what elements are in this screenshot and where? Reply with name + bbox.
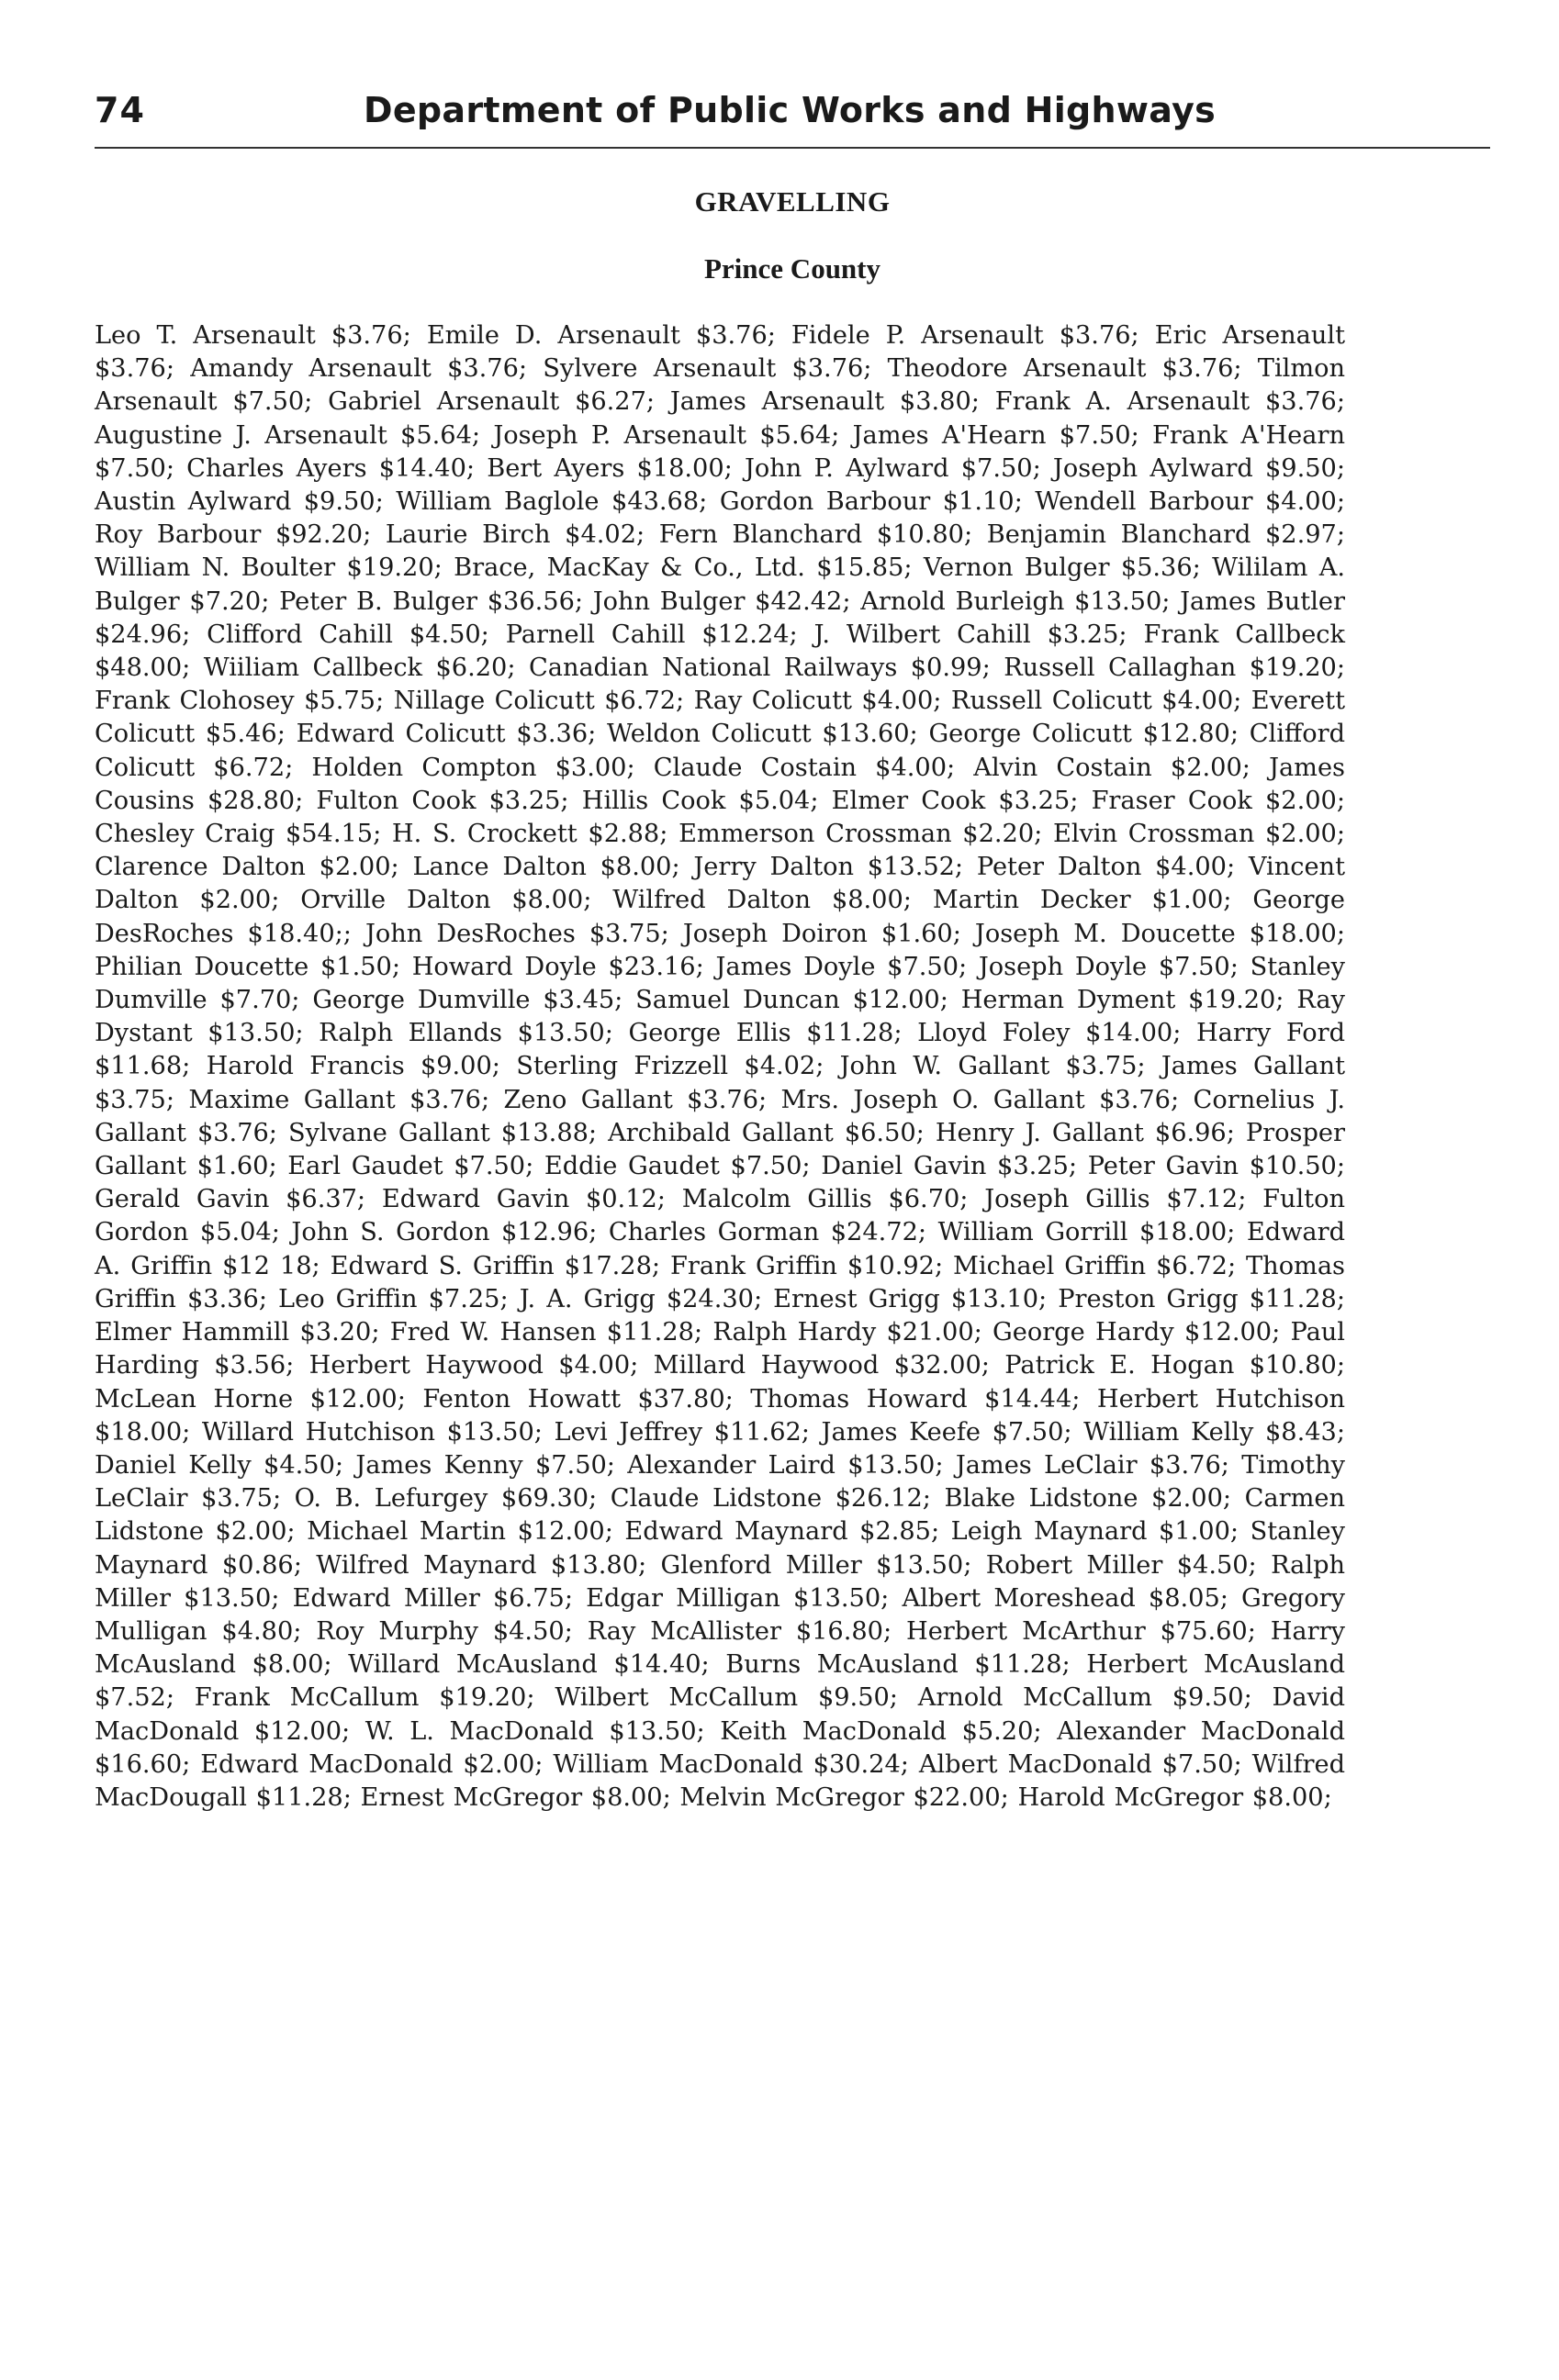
payments-list: Leo T. Arsenault $3.76; Emile D. Arsenault $3.76; Fidele P. Arsenault $3.76; Eric Arsenault $3.76; Amandy Arsenault $3.76; Sylvere Arsenault $3.76; Theodore Arsenault $3.76; Tilmon Arsenault $7.50; Gabriel Arsenault $6.27; James Arsenault $3.80; Frank A. Arsenault $3.76; Augustine J. Arsenault $5.64; Joseph P. Arsenault $5.64; James A'Hearn $7.50; Frank A'Hearn $7.50; Charles Ayers $14.40; Bert Ayers $18.00; John P. Aylward $7.50; Joseph Aylward $9.50; Austin Aylward $9.50; William Baglole $43.68; Gordon Barbour $1.10; Wendell Barbour $4.00; Roy Barbour $92.20; Laurie Birch $4.02; Fern Blanchard $10.80; Benjamin Blanchard $2.97; William N. Boulter $19.20; Brace, MacKay & Co., Ltd. $15.85; Vernon Bulger $5.36; Wililam A. Bulger $7.20; Peter B. Bulger $36.56; John Bulger $42.42; Arnold Burleigh $13.50; James Butler $24.96; Clifford Cahill $4.50; Parnell Cahill $12.24; J. Wilbert Cahill $3.25; Frank Callbeck $48.00; Wiiliam Callbeck $6.20; Canadian National Railways $0.99; Russell Callaghan $19.20; Frank Clohosey $5.75; Nillage Colicutt $6.72; Ray Colicutt $4.00; Russell Colicutt $4.00; Everett Colicutt $5.46; Edward Colicutt $3.36; Weldon Colicutt $13.60; George Colicutt $12.80; Clifford Colicutt $6.72; Holden Compton $3.00; Claude Costain $4.00; Alvin Costain $2.00; James Cousins $28.80; Fulton Cook $3.25; Hillis Cook $5.04; Elmer Cook $3.25; Fraser Cook $2.00; Chesley Craig $54.15; H. S. Crockett $2.88; Emmerson Crossman $2.20; Elvin Crossman $2.00; Clarence Dalton $2.00; Lance Dalton $8.00; Jerry Dalton $13.52; Peter Dalton $4.00; Vincent Dalton $2.00; Orville Dalton $8.00; Wilfred Dalton $8.00; Martin Decker $1.00; George DesRoches $18.40;; John DesRoches $3.75; Joseph Doiron $1.60; Joseph M. Doucette $18.00; Philian Doucette $1.50; Howard Doyle $23.16; James Doyle $7.50; Joseph Doyle $7.50; Stanley Dumville $7.70; George Dumville $3.45; Samuel Duncan $12.00; Herman Dyment $19.20; Ray Dystant $13.50; Ralph Ellands $13.50; George Ellis $11.28; Lloyd Foley $14.00; Harry Ford $11.68; Harold Francis $9.00; Sterling Frizzell $4.02; John W. Gallant $3.75; James Gallant $3.75; Maxime Gallant $3.76; Zeno Gallant $3.76; Mrs. Joseph O. Gallant $3.76; Cornelius J. Gallant $3.76; Sylvane Gallant $13.88; Archibald Gallant $6.50; Henry J. Gallant $6.96; Prosper Gallant $1.60; Earl Gaudet $7.50; Eddie Gaudet $7.50; Daniel Gavin $3.25; Peter Gavin $10.50; Gerald Gavin $6.37; Edward Gavin $0.12; Malcolm Gillis $6.70; Joseph Gillis $7.12; Fulton Gordon $5.04; John S. Gordon $12.96; Charles Gorman $24.72; William Gorrill $18.00; Edward A. Griffin $12 18; Edward S. Griffin $17.28; Frank Griffin $10.92; Michael Griffin $6.72; Thomas Griffin $3.36; Leo Griffin $7.25; J. A. Grigg $24.30; Ernest Grigg $13.10; Preston Grigg $11.28; Elmer Hammill $3.20; Fred W. Hansen $11.28; Ralph Hardy $21.00; George Hardy $12.00; Paul Harding $3.56; Herbert Haywood $4.00; Millard Haywood $32.00; Patrick E. Hogan $10.80; McLean Horne $12.00; Fenton Howatt $37.80; Thomas Howard $14.44; Herbert Hutchison $18.00; Willard Hutchison $13.50; Levi Jeffrey $11.62; James Keefe $7.50; William Kelly $8.43; Daniel Kelly $4.50; James Kenny $7.50; Alexander Laird $13.50; James LeClair $3.76; Timothy LeClair $3.75; O. B. Lefurgey $69.30; Claude Lidstone $26.12; Blake Lidstone $2.00; Carmen Lidstone $2.00; Michael Martin $12.00; Edward Maynard $2.85; Leigh Maynard $1.00; Stanley Maynard $0.86; Wilfred Maynard $13.80; Glenford Miller $13.50; Robert Miller $4.50; Ralph Miller $13.50; Edward Miller $6.75; Edgar Milligan $13.50; Albert Moreshead $8.05; Gregory Mulligan $4.80; Roy Murphy $4.50; Ray McAllister $16.80; Herbert McArthur $75.60; Harry McAusland $8.00; Willard McAusland $14.40; Burns McAusland $11.28; Herbert McAusland $7.52; Frank McCallum $19.20; Wilbert McCallum $9.50; Arnold McCallum $9.50; David MacDonald $12.00; W. L. MacDonald $13.50; Keith MacDonald $5.20; Alexander MacDonald $16.60; Edward MacDonald $2.00; William MacDonald $30.24; Albert MacDonald $7.50; Wilfred MacDougall $11.28; Ernest McGregor $8.00; Melvin McGregor $22.00; Harold McGregor $8.00; — [95, 321, 1345, 1812]
page-header — [95, 84, 1490, 140]
section-title: GRAVELLING — [694, 185, 891, 218]
section-subtitle: Prince County — [703, 252, 880, 285]
running-head: Department of Public Works and Highways — [364, 90, 1217, 130]
page-number: 74 — [95, 90, 145, 130]
header-rule — [95, 147, 1490, 149]
